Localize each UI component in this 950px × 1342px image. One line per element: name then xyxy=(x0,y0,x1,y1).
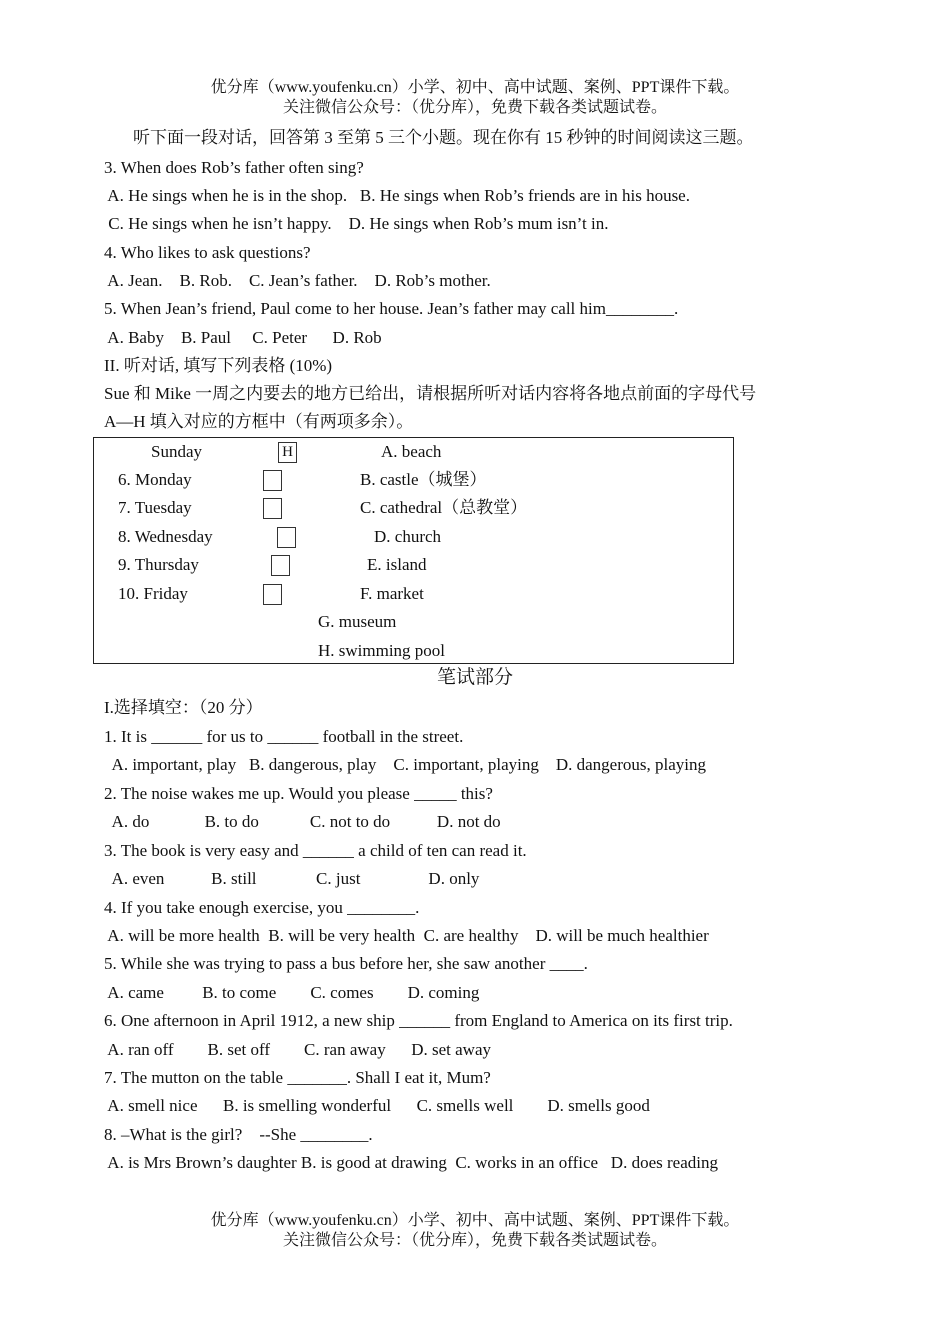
header-line-2: 关注微信公众号：（优分库），免费下载各类试题试卷。 xyxy=(282,99,667,116)
answer-box-friday[interactable] xyxy=(263,584,282,605)
place-d: D. church xyxy=(374,527,442,546)
footer-line-2: 关注微信公众号：（优分库），免费下载各类试题试卷。 xyxy=(282,1232,667,1249)
written-q5-options: A. came B. to come C. comes D. coming xyxy=(104,983,480,1002)
listening-intro: 听下面一段对话，回答第 3 至第 5 三个小题。现在你有 15 秒钟的时间阅读这三题。 xyxy=(133,128,754,147)
question-3: 3. When does Rob’s father often sing? xyxy=(104,158,364,177)
written-q4: 4. If you take enough exercise, you ________. xyxy=(104,898,420,917)
written-q8: 8. –What is the girl? --She ________. xyxy=(104,1125,373,1144)
written-q6-options: A. ran off B. set off C. ran away D. set away xyxy=(104,1040,491,1059)
place-e: E. island xyxy=(367,555,427,574)
question-4: 4. Who likes to ask questions? xyxy=(104,243,311,262)
place-a: A. beach xyxy=(381,442,442,461)
day-tuesday: 7. Tuesday xyxy=(118,498,192,517)
written-q7: 7. The mutton on the table _______. Shall I eat it, Mum? xyxy=(104,1068,491,1087)
written-q8-options: A. is Mrs Brown’s daughter B. is good at drawing C. works in an office D. does reading xyxy=(104,1153,718,1172)
question-3-options-cd: C. He sings when he isn’t happy. D. He sings when Rob’s mum isn’t in. xyxy=(104,214,609,233)
written-section-1-title: I.选择填空：（20 分） xyxy=(104,698,263,717)
answer-box-tuesday[interactable] xyxy=(263,498,282,519)
day-thursday: 9. Thursday xyxy=(118,555,199,574)
written-q1-options: A. important, play B. dangerous, play C. important, playing D. dangerous, playing xyxy=(104,755,706,774)
place-f: F. market xyxy=(360,584,424,603)
header-line-1: 优分库（www.youfenku.cn）小学、初中、高中试题、案例、PPT课件下载。 xyxy=(210,79,740,96)
question-5-options: A. Baby B. Paul C. Peter D. Rob xyxy=(104,328,382,347)
day-monday: 6. Monday xyxy=(118,470,192,489)
section-2-desc-1: Sue 和 Mike 一周之内要去的地方已给出，请根据所听对话内容将各地点前面的字母代号 xyxy=(104,384,757,403)
written-part-title: 笔试部分 xyxy=(436,667,513,688)
written-q6: 6. One afternoon in April 1912, a new ship ______ from England to America on its first trip. xyxy=(104,1011,733,1030)
footer-line-1: 优分库（www.youfenku.cn）小学、初中、高中试题、案例、PPT课件下载。 xyxy=(210,1212,740,1229)
written-q1: 1. It is ______ for us to ______ football in the street. xyxy=(104,727,464,746)
day-wednesday: 8. Wednesday xyxy=(118,527,213,546)
section-2-title: II. 听对话, 填写下列表格 (10%) xyxy=(104,356,333,375)
place-h: H. swimming pool xyxy=(318,641,446,660)
place-c: C. cathedral（总教堂） xyxy=(360,498,528,517)
answer-box-wednesday[interactable] xyxy=(277,527,296,548)
written-q3-options: A. even B. still C. just D. only xyxy=(104,869,480,888)
question-3-options-ab: A. He sings when he is in the shop. B. He sings when Rob’s friends are in his house. xyxy=(104,186,690,205)
section-2-desc-2: A—H 填入对应的方框中（有两项多余）。 xyxy=(104,412,414,431)
question-5: 5. When Jean’s friend, Paul come to her house. Jean’s father may call him________. xyxy=(104,299,679,318)
answer-box-monday[interactable] xyxy=(263,470,282,491)
place-g: G. museum xyxy=(318,612,397,631)
written-q5: 5. While she was trying to pass a bus before her, she saw another ____. xyxy=(104,954,588,973)
answer-box-thursday[interactable] xyxy=(271,555,290,576)
day-sunday: Sunday xyxy=(151,442,202,461)
place-b: B. castle（城堡） xyxy=(360,470,487,489)
day-friday: 10. Friday xyxy=(118,584,188,603)
written-q2-options: A. do B. to do C. not to do D. not do xyxy=(104,812,501,831)
written-q2: 2. The noise wakes me up. Would you please _____ this? xyxy=(104,784,493,803)
written-q7-options: A. smell nice B. is smelling wonderful C. smells well D. smells good xyxy=(104,1096,650,1115)
written-q4-options: A. will be more health B. will be very health C. are healthy D. will be much healthier xyxy=(104,926,709,945)
answer-box-sunday: H xyxy=(278,442,297,463)
question-4-options: A. Jean. B. Rob. C. Jean’s father. D. Rob’s mother. xyxy=(104,271,491,290)
written-q3: 3. The book is very easy and ______ a child of ten can read it. xyxy=(104,841,527,860)
